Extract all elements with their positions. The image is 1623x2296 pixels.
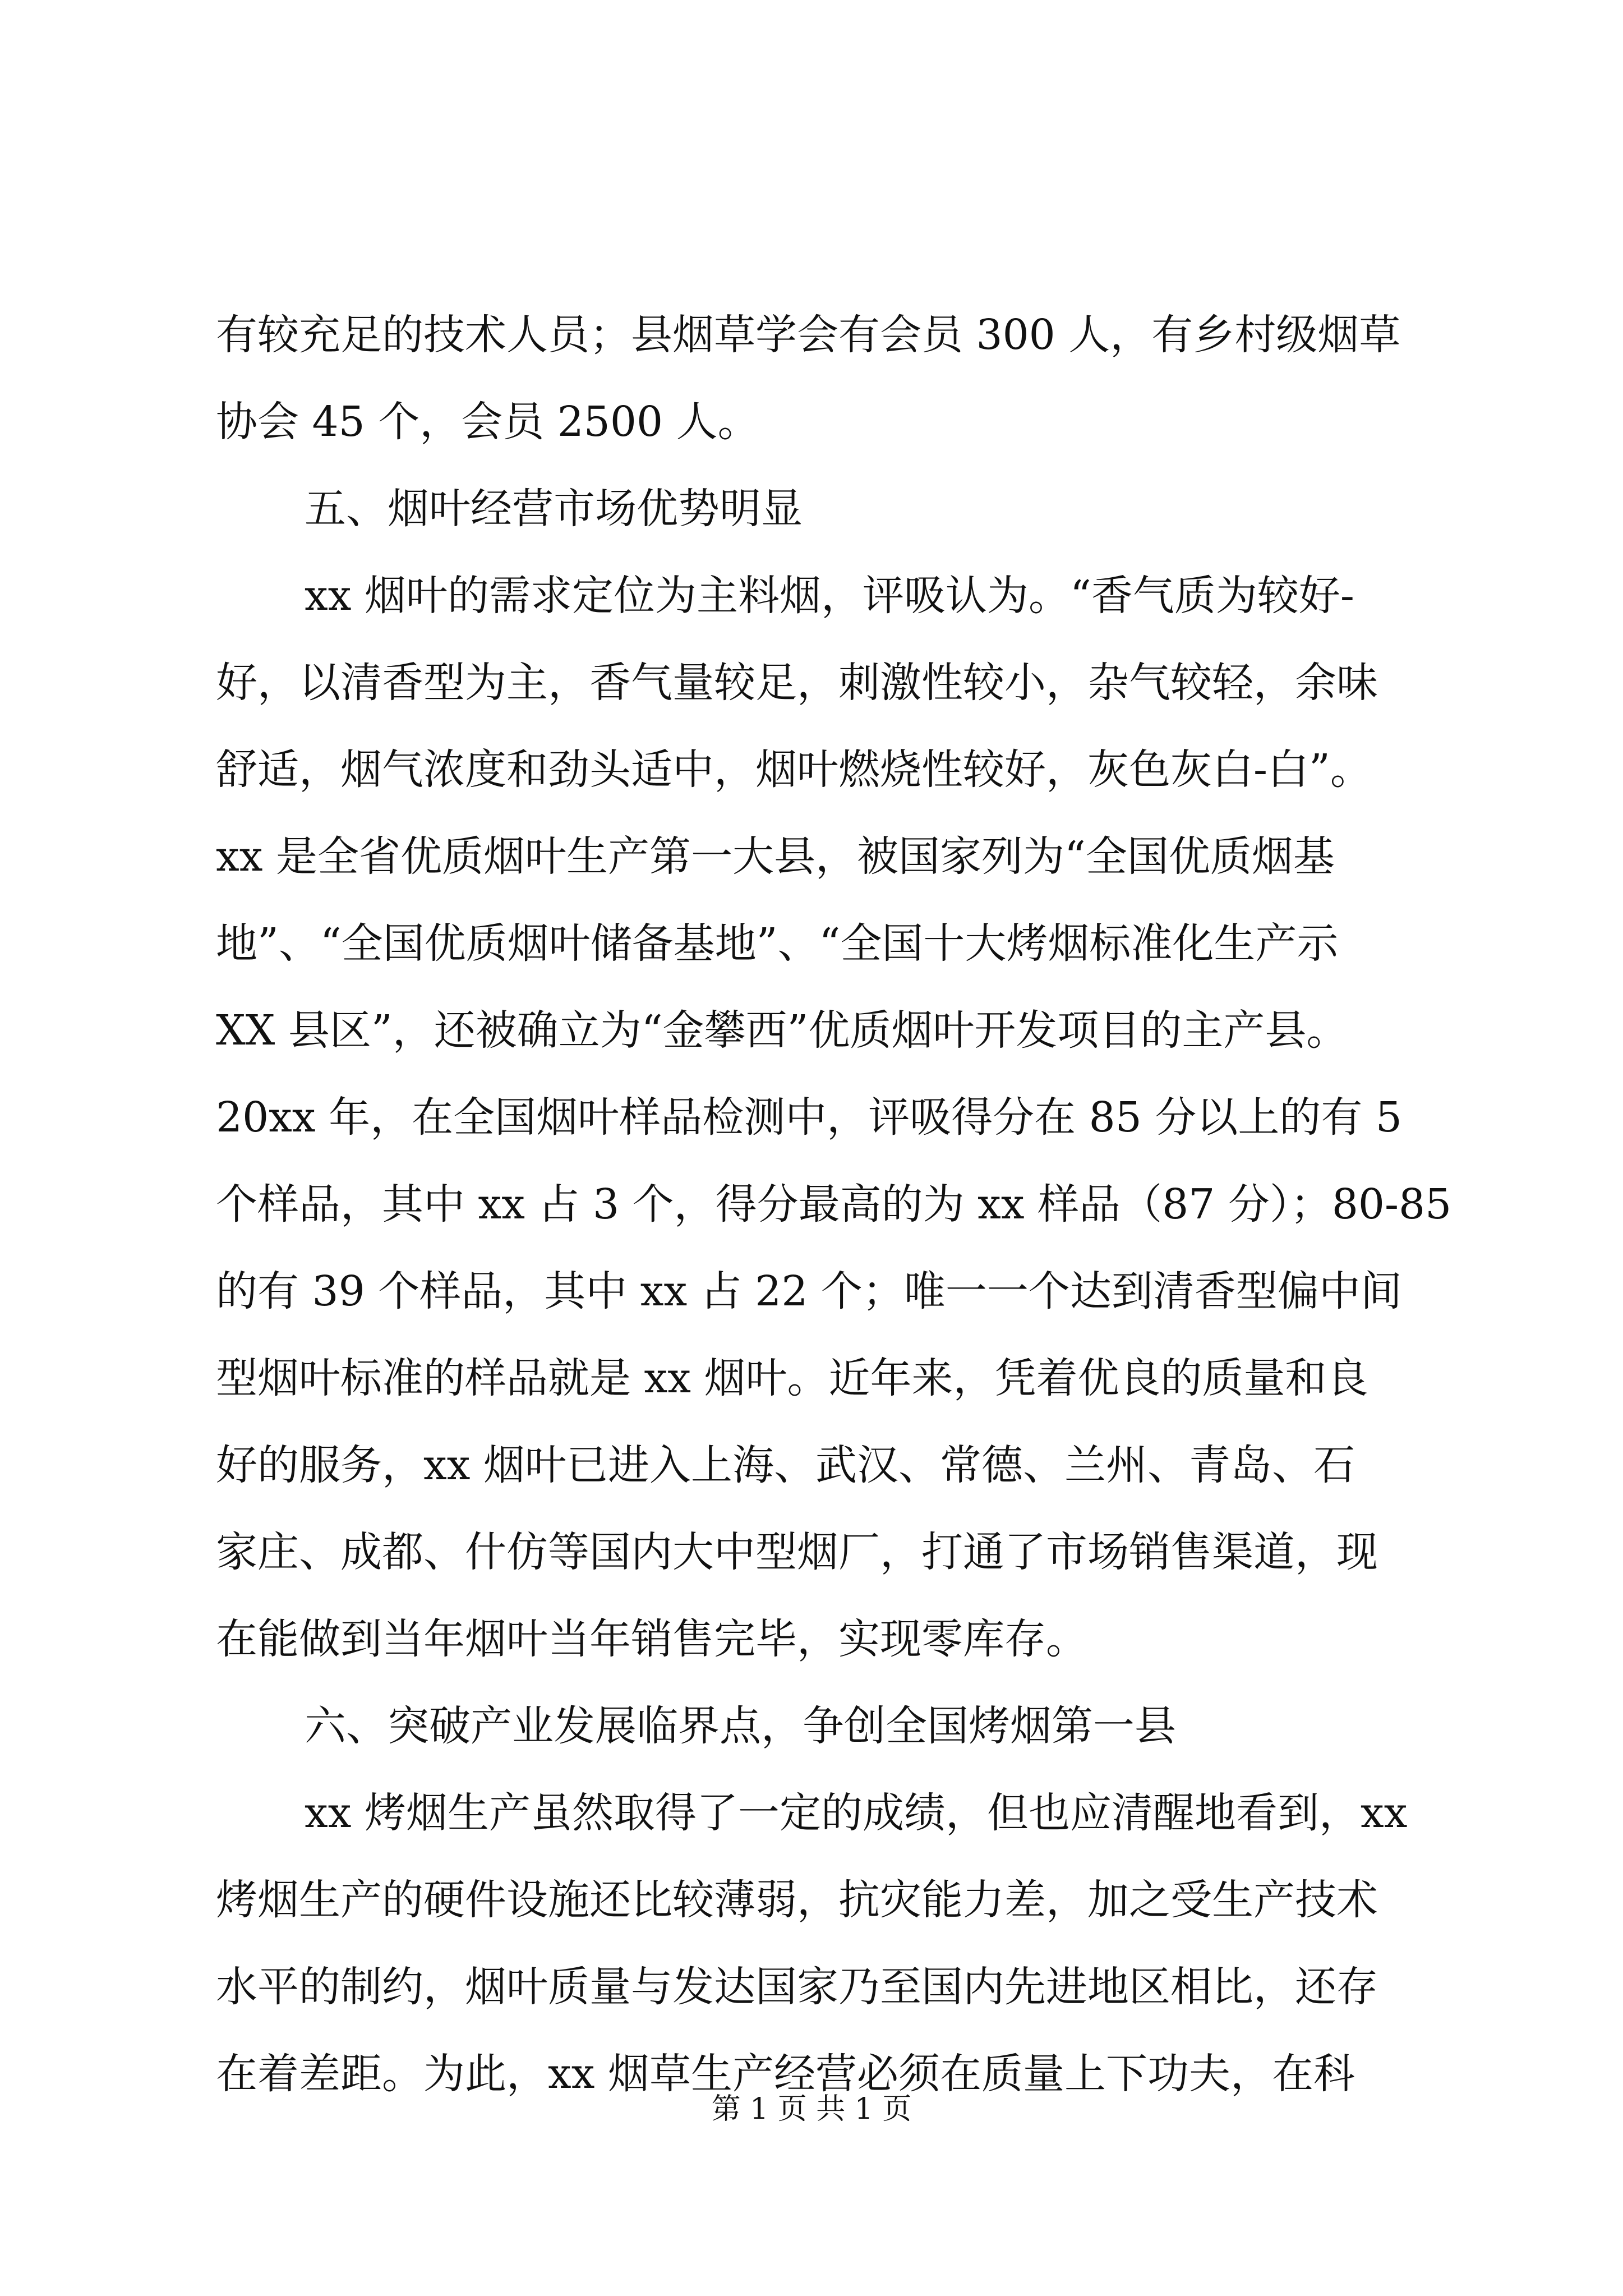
text-line: 家庄、成都、什仿等国内大中型烟厂，打通了市场销售渠道，现 <box>216 1528 1378 1576</box>
text-line: 好，以清香型为主，香气量较足，刺激性较小，杂气较轻，余味 <box>216 659 1378 707</box>
text-line: 烤烟生产的硬件设施还比较薄弱，抗灾能力差，加之受生产技术 <box>216 1876 1378 1924</box>
text-line: xx 是全省优质烟叶生产第一大县，被国家列为“全国优质烟基 <box>216 832 1335 881</box>
text-line: 在能做到当年烟叶当年销售完毕，实现零库存。 <box>216 1615 1087 1663</box>
text-line: 地”、“全国优质烟叶储备基地”、“全国十大烤烟标准化生产示 <box>216 919 1339 968</box>
text-line: XX 县区”，还被确立为“金攀西”优质烟叶开发项目的主产县。 <box>216 1006 1348 1055</box>
text-line: 在着差距。为此，xx 烟草生产经营必须在质量上下功夫，在科 <box>216 2050 1355 2098</box>
text-line: 20xx 年，在全国烟叶样品检测中，评吸得分在 85 分以上的有 5 <box>216 1093 1402 1142</box>
paragraph-first-line: xx 烤烟生产虽然取得了一定的成绩，但也应清醒地看到，xx <box>305 1789 1408 1837</box>
text-line: 协会 45 个，会员 2500 人。 <box>216 398 759 446</box>
text-line: 有较充足的技术人员；县烟草学会有会员 300 人，有乡村级烟草 <box>216 311 1401 359</box>
text-line: 好的服务，xx 烟叶已进入上海、武汉、常德、兰州、青岛、石 <box>216 1441 1355 1489</box>
text-line: 舒适，烟气浓度和劲头适中，烟叶燃烧性较好，灰色灰白-白”。 <box>216 746 1372 794</box>
text-line: 的有 39 个样品，其中 xx 占 22 个；唯一一个达到清香型偏中间 <box>216 1267 1402 1315</box>
text-line: 水平的制约，烟叶质量与发达国家乃至国内先进地区相比，还存 <box>216 1963 1378 2011</box>
text-line: 个样品，其中 xx 占 3 个，得分最高的为 xx 样品（87 分）；80-85 <box>216 1180 1452 1228</box>
text-line: 型烟叶标准的样品就是 xx 烟叶。近年来，凭着优良的质量和良 <box>216 1354 1368 1402</box>
document-body <box>216 292 1452 2118</box>
page-footer: 第 1 页 共 1 页 <box>711 2092 912 2126</box>
section-heading: 五、烟叶经营市场优势明显 <box>305 485 803 533</box>
paragraph-first-line: xx 烟叶的需求定位为主料烟，评吸认为。“香气质为较好- <box>305 572 1354 620</box>
section-heading: 六、突破产业发展临界点，争创全国烤烟第一县 <box>305 1702 1176 1750</box>
